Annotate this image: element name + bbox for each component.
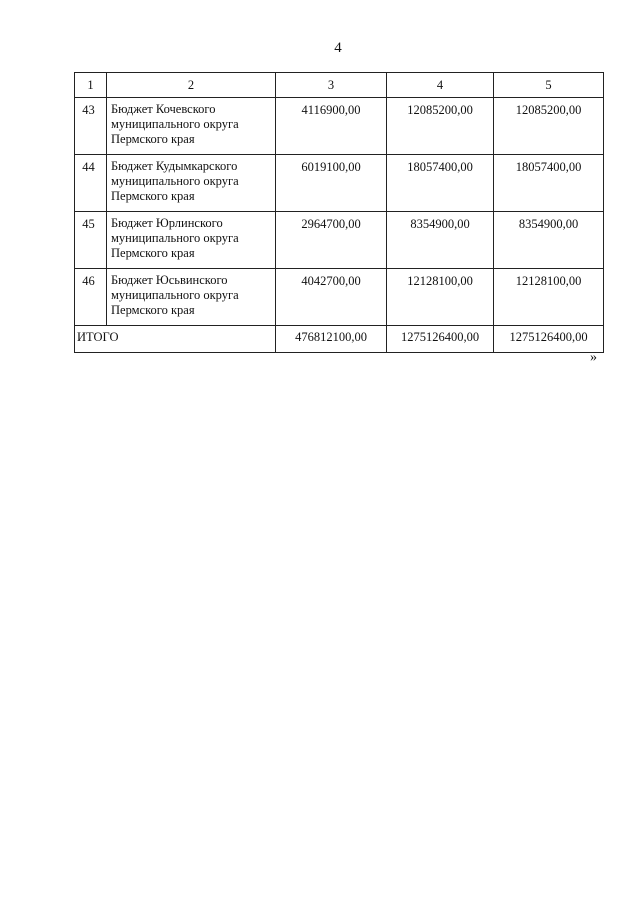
table-row	[75, 269, 604, 326]
budget-name: Бюджет Кудымкарского муниципального округа Пермского края	[107, 155, 276, 212]
value-col-5: 12085200,00	[494, 98, 604, 155]
column-header-3: 3	[276, 73, 387, 98]
value-col-3: 4042700,00	[276, 269, 387, 326]
table-row	[75, 98, 604, 155]
value-col-4: 18057400,00	[387, 155, 494, 212]
budget-name: Бюджет Кочевского муниципального округа Пермского края	[107, 98, 276, 155]
total-value-col-4: 1275126400,00	[387, 326, 494, 353]
value-col-3: 4116900,00	[276, 98, 387, 155]
row-number: 45	[75, 212, 107, 269]
row-number: 46	[75, 269, 107, 326]
page-number: 4	[334, 40, 342, 56]
column-header-4: 4	[387, 73, 494, 98]
column-header-1: 1	[75, 73, 107, 98]
value-col-4: 12085200,00	[387, 98, 494, 155]
total-label: ИТОГО	[75, 326, 276, 353]
closing-quote-mark: »	[590, 350, 597, 365]
value-col-5: 12128100,00	[494, 269, 604, 326]
column-header-5: 5	[494, 73, 604, 98]
budget-name: Бюджет Юрлинского муниципального округа Пермского края	[107, 212, 276, 269]
value-col-3: 6019100,00	[276, 155, 387, 212]
table-header-row	[75, 73, 604, 98]
total-value-col-5: 1275126400,00	[494, 326, 604, 353]
value-col-5: 8354900,00	[494, 212, 604, 269]
budget-name: Бюджет Юсьвинского муниципального округа Пермского края	[107, 269, 276, 326]
total-value-col-3: 476812100,00	[276, 326, 387, 353]
table-row	[75, 155, 604, 212]
value-col-4: 8354900,00	[387, 212, 494, 269]
value-col-4: 12128100,00	[387, 269, 494, 326]
total-row	[75, 326, 604, 353]
budget-allocation-table	[74, 72, 604, 353]
column-header-2: 2	[107, 73, 276, 98]
table-row	[75, 212, 604, 269]
row-number: 44	[75, 155, 107, 212]
row-number: 43	[75, 98, 107, 155]
value-col-5: 18057400,00	[494, 155, 604, 212]
value-col-3: 2964700,00	[276, 212, 387, 269]
